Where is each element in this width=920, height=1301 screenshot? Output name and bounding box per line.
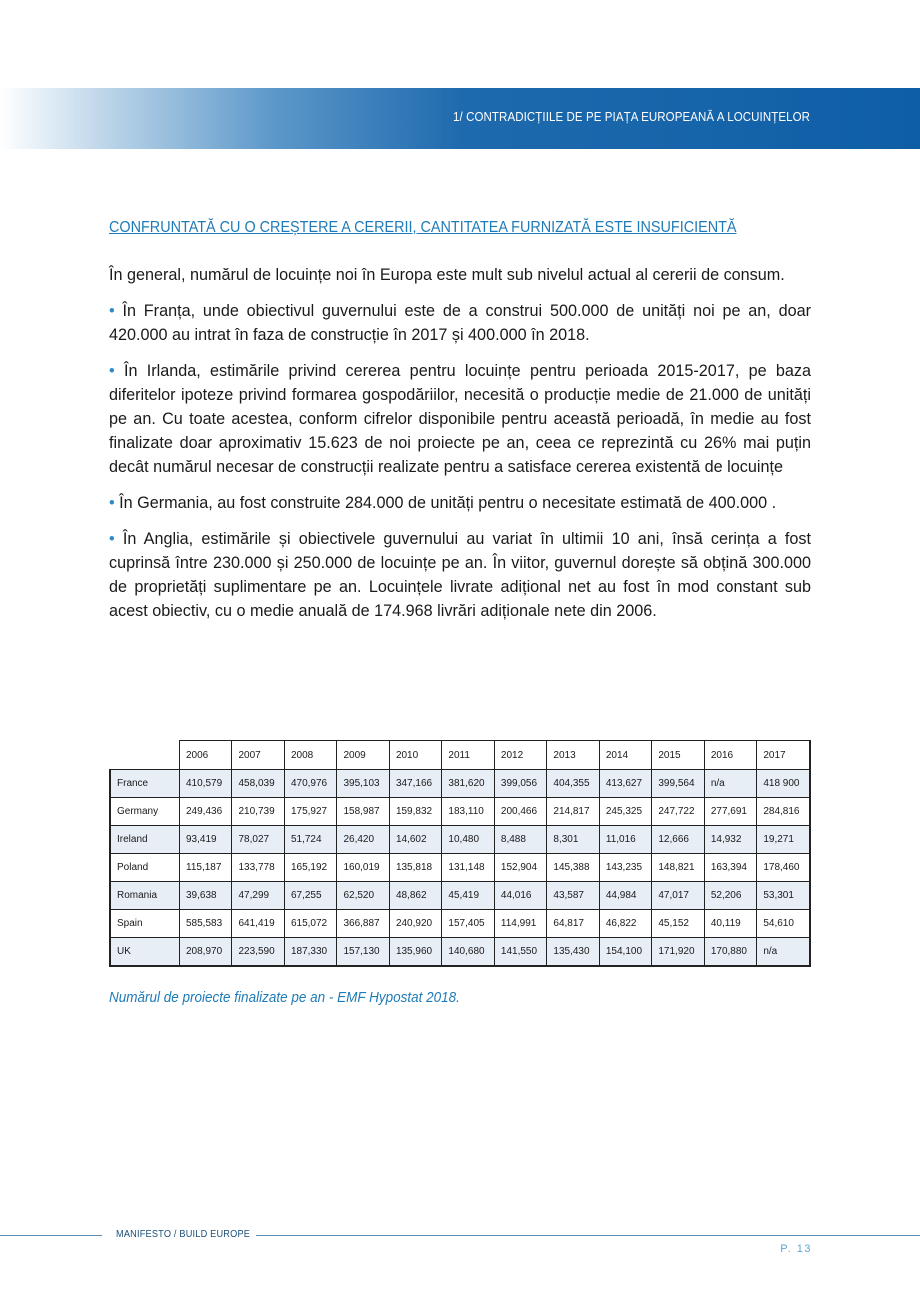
value-cell: 43,587 bbox=[547, 882, 599, 910]
year-header: 2013 bbox=[547, 741, 599, 770]
value-cell: 470,976 bbox=[284, 770, 336, 798]
country-cell: Germany bbox=[110, 798, 180, 826]
value-cell: 183,110 bbox=[442, 798, 494, 826]
bullet-icon: • bbox=[109, 362, 115, 380]
value-cell: 62,520 bbox=[337, 882, 389, 910]
value-cell: 8,301 bbox=[547, 826, 599, 854]
bullet-paragraph-germany bbox=[109, 491, 811, 515]
value-cell: 615,072 bbox=[284, 910, 336, 938]
value-cell: 413,627 bbox=[599, 770, 651, 798]
value-cell: 148,821 bbox=[652, 854, 704, 882]
value-cell: 170,880 bbox=[704, 938, 756, 967]
year-header: 2009 bbox=[337, 741, 389, 770]
table-corner-cell bbox=[110, 741, 180, 770]
value-cell: 26,420 bbox=[337, 826, 389, 854]
value-cell: 395,103 bbox=[337, 770, 389, 798]
bullet-icon: • bbox=[109, 530, 115, 548]
country-cell: Poland bbox=[110, 854, 180, 882]
table-header-row bbox=[110, 741, 810, 770]
value-cell: 10,480 bbox=[442, 826, 494, 854]
value-cell: 178,460 bbox=[757, 854, 810, 882]
value-cell: 208,970 bbox=[180, 938, 232, 967]
value-cell: 114,991 bbox=[494, 910, 546, 938]
value-cell: 641,419 bbox=[232, 910, 284, 938]
value-cell: 44,016 bbox=[494, 882, 546, 910]
value-cell: 347,166 bbox=[389, 770, 441, 798]
bullet-text: În Germania, au fost construite 284.000 de unități pentru o necesitate estimată de 400.000 . bbox=[119, 494, 777, 512]
value-cell: 8,488 bbox=[494, 826, 546, 854]
value-cell: 585,583 bbox=[180, 910, 232, 938]
bullet-text: În Anglia, estimările și obiectivele guvernului au variat în ultimii 10 ani, însă cerința a fost cuprinsă între 230.000 și 250.000 de locuințe pe an. În viitor, guvernul dorește să obțină 300.000 de proprietăți suplimentare pe an. Locuințele livrate adițional net au fost în mod constant sub acest obiectiv, cu o medie anuală de 174.968 livrări adiționale nete din 2006. bbox=[109, 530, 811, 620]
table-row bbox=[110, 882, 810, 910]
value-cell: 249,436 bbox=[180, 798, 232, 826]
value-cell: 48,862 bbox=[389, 882, 441, 910]
table-row bbox=[110, 938, 810, 967]
body-text bbox=[109, 263, 811, 635]
year-header: 2006 bbox=[180, 741, 232, 770]
section-heading: CONFRUNTATĂ CU O CREȘTERE A CERERII, CANTITATEA FURNIZATĂ ESTE INSUFICIENTĂ bbox=[109, 219, 737, 236]
footer-label: MANIFESTO / BUILD EUROPE bbox=[116, 1229, 251, 1240]
value-cell: 175,927 bbox=[284, 798, 336, 826]
year-header: 2008 bbox=[284, 741, 336, 770]
value-cell: 165,192 bbox=[284, 854, 336, 882]
value-cell: 410,579 bbox=[180, 770, 232, 798]
value-cell: 47,299 bbox=[232, 882, 284, 910]
value-cell: 214,817 bbox=[547, 798, 599, 826]
table-row bbox=[110, 798, 810, 826]
value-cell: 12,666 bbox=[652, 826, 704, 854]
table-row bbox=[110, 854, 810, 882]
value-cell: n/a bbox=[757, 938, 810, 967]
value-cell: 158,987 bbox=[337, 798, 389, 826]
value-cell: 404,355 bbox=[547, 770, 599, 798]
page-number: P. 13 bbox=[780, 1243, 812, 1255]
bullet-paragraph-england bbox=[109, 527, 811, 623]
value-cell: 64,817 bbox=[547, 910, 599, 938]
value-cell: 133,778 bbox=[232, 854, 284, 882]
value-cell: 115,187 bbox=[180, 854, 232, 882]
year-header: 2016 bbox=[704, 741, 756, 770]
value-cell: 78,027 bbox=[232, 826, 284, 854]
value-cell: 52,206 bbox=[704, 882, 756, 910]
value-cell: 159,832 bbox=[389, 798, 441, 826]
bullet-paragraph-ireland bbox=[109, 359, 811, 479]
table-row bbox=[110, 910, 810, 938]
value-cell: 458,039 bbox=[232, 770, 284, 798]
value-cell: 47,017 bbox=[652, 882, 704, 910]
value-cell: 418 900 bbox=[757, 770, 810, 798]
bullet-icon: • bbox=[109, 494, 115, 512]
value-cell: 44,984 bbox=[599, 882, 651, 910]
value-cell: 163,394 bbox=[704, 854, 756, 882]
table-row bbox=[110, 770, 810, 798]
bullet-text: În Irlanda, estimările privind cererea pentru locuințe pentru perioada 2015-2017, pe baza diferitelor ipoteze privind formarea gospodăriilor, necesită o producție medie de 21.000 de unități pe an. Cu toate acestea, conform cifrelor disponibile pentru această perioadă, în medie au fost finalizate doar aproximativ 15.623 de noi proiecte pe an, ceea ce reprezintă cu 26% mai puțin decât numărul necesar de construcții realizate pentru a satisface cererea existentă de locuințe bbox=[109, 362, 811, 476]
value-cell: 131,148 bbox=[442, 854, 494, 882]
country-cell: Spain bbox=[110, 910, 180, 938]
value-cell: 51,724 bbox=[284, 826, 336, 854]
value-cell: 45,152 bbox=[652, 910, 704, 938]
value-cell: 157,130 bbox=[337, 938, 389, 967]
housing-completions-table bbox=[109, 740, 811, 967]
year-header: 2014 bbox=[599, 741, 651, 770]
value-cell: 14,602 bbox=[389, 826, 441, 854]
value-cell: 157,405 bbox=[442, 910, 494, 938]
table-row bbox=[110, 826, 810, 854]
value-cell: 14,932 bbox=[704, 826, 756, 854]
bullet-paragraph-france bbox=[109, 299, 811, 347]
value-cell: 39,638 bbox=[180, 882, 232, 910]
country-cell: France bbox=[110, 770, 180, 798]
value-cell: 154,100 bbox=[599, 938, 651, 967]
value-cell: 223,590 bbox=[232, 938, 284, 967]
value-cell: 240,920 bbox=[389, 910, 441, 938]
value-cell: n/a bbox=[704, 770, 756, 798]
footer-divider-left bbox=[0, 1235, 102, 1236]
year-header: 2011 bbox=[442, 741, 494, 770]
value-cell: 46,822 bbox=[599, 910, 651, 938]
value-cell: 366,887 bbox=[337, 910, 389, 938]
value-cell: 152,904 bbox=[494, 854, 546, 882]
value-cell: 245,325 bbox=[599, 798, 651, 826]
year-header: 2015 bbox=[652, 741, 704, 770]
value-cell: 160,019 bbox=[337, 854, 389, 882]
year-header: 2012 bbox=[494, 741, 546, 770]
value-cell: 53,301 bbox=[757, 882, 810, 910]
bullet-text: În Franța, unde obiectivul guvernului este de a construi 500.000 de unități noi pe an, doar 420.000 au intrat în faza de construcție în 2017 și 400.000 în 2018. bbox=[109, 302, 811, 344]
value-cell: 277,691 bbox=[704, 798, 756, 826]
value-cell: 19,271 bbox=[757, 826, 810, 854]
value-cell: 399,056 bbox=[494, 770, 546, 798]
value-cell: 141,550 bbox=[494, 938, 546, 967]
footer-divider-right bbox=[256, 1235, 920, 1236]
year-header: 2007 bbox=[232, 741, 284, 770]
value-cell: 45,419 bbox=[442, 882, 494, 910]
value-cell: 187,330 bbox=[284, 938, 336, 967]
value-cell: 171,920 bbox=[652, 938, 704, 967]
value-cell: 135,430 bbox=[547, 938, 599, 967]
value-cell: 54,610 bbox=[757, 910, 810, 938]
value-cell: 210,739 bbox=[232, 798, 284, 826]
year-header: 2017 bbox=[757, 741, 810, 770]
country-cell: UK bbox=[110, 938, 180, 967]
value-cell: 135,818 bbox=[389, 854, 441, 882]
year-header: 2010 bbox=[389, 741, 441, 770]
bullet-icon: • bbox=[109, 302, 115, 320]
header-title: 1/ CONTRADICȚIILE DE PE PIAȚA EUROPEANĂ A LOCUINȚELOR bbox=[452, 110, 810, 124]
value-cell: 11,016 bbox=[599, 826, 651, 854]
intro-paragraph: În general, numărul de locuințe noi în Europa este mult sub nivelul actual al cererii de consum. bbox=[109, 266, 785, 284]
table-caption: Numărul de proiecte finalizate pe an - EMF Hypostat 2018. bbox=[109, 989, 460, 1006]
value-cell: 145,388 bbox=[547, 854, 599, 882]
value-cell: 247,722 bbox=[652, 798, 704, 826]
value-cell: 140,680 bbox=[442, 938, 494, 967]
value-cell: 93,419 bbox=[180, 826, 232, 854]
value-cell: 200,466 bbox=[494, 798, 546, 826]
value-cell: 135,960 bbox=[389, 938, 441, 967]
country-cell: Romania bbox=[110, 882, 180, 910]
country-cell: Ireland bbox=[110, 826, 180, 854]
value-cell: 399,564 bbox=[652, 770, 704, 798]
value-cell: 143,235 bbox=[599, 854, 651, 882]
value-cell: 40,119 bbox=[704, 910, 756, 938]
value-cell: 284,816 bbox=[757, 798, 810, 826]
value-cell: 381,620 bbox=[442, 770, 494, 798]
value-cell: 67,255 bbox=[284, 882, 336, 910]
